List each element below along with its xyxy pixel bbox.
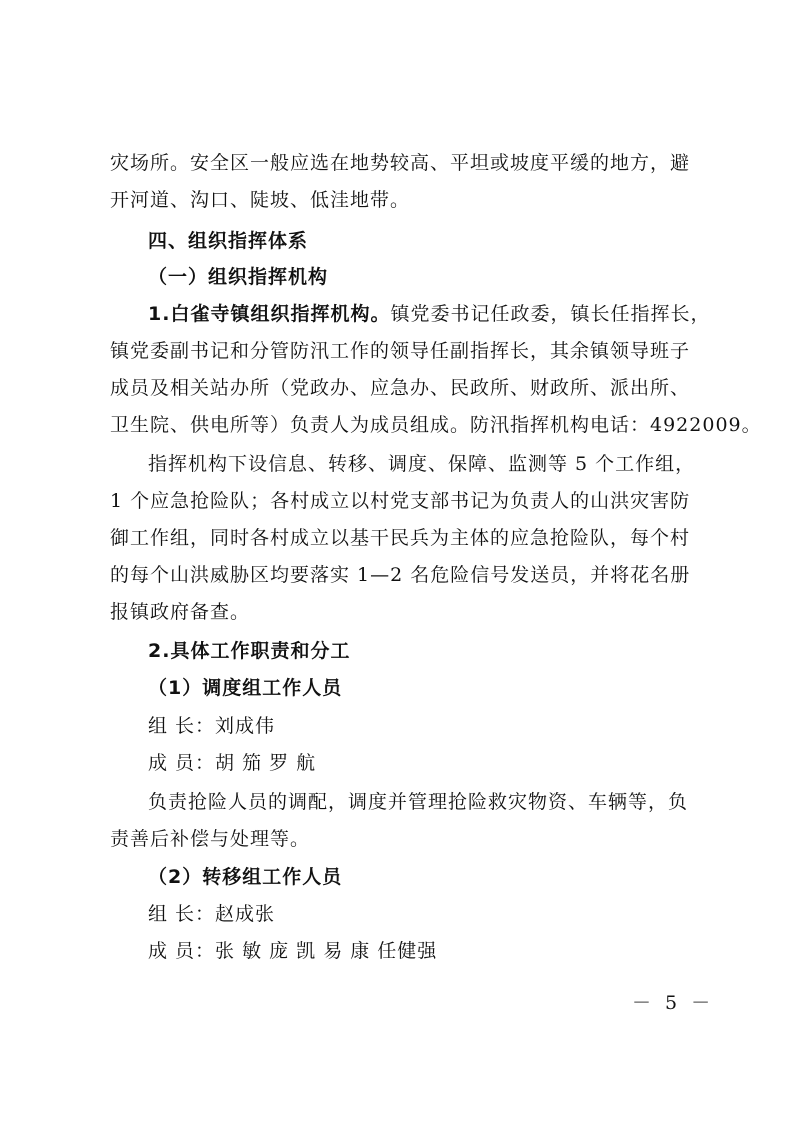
inline-text: 镇党委书记任政委，镇长任指挥长， (390, 303, 711, 325)
page-number: － 5 － (632, 992, 715, 1014)
paragraph-line: 卫生院、供电所等）负责人为成员组成。防汛指挥机构电话：4922009。 (110, 414, 762, 436)
paragraph-line: 成员及相关站办所（党政办、应急办、民政所、财政所、派出所、 (110, 377, 691, 399)
subsection-heading: （1）调度组工作人员 (148, 677, 343, 699)
team-leader: 组 长：赵成张 (148, 903, 276, 925)
paragraph-line (148, 301, 710, 327)
paragraph-line: 1 个应急抢险队；各村成立以村党支部书记为负责人的山洪灾害防 (110, 490, 691, 512)
paragraph-line: 的每个山洪威胁区均要落实 1—2 名危险信号发送员，并将花名册 (110, 564, 691, 586)
team-leader: 组 长：刘成伟 (148, 715, 276, 737)
paragraph-line: 责善后补偿与处理等。 (110, 828, 311, 850)
section-heading: 四、组织指挥体系 (148, 230, 309, 252)
paragraph-line: 御工作组，同时各村成立以基干民兵为主体的应急抢险队，每个村 (110, 527, 691, 549)
paragraph-line: 负责抢险人员的调配，调度并管理抢险救灾物资、车辆等，负 (148, 791, 689, 813)
paragraph-line: 指挥机构下设信息、转移、调度、保障、监测等 5 个工作组， (148, 453, 696, 475)
paragraph-line: 灾场所。安全区一般应选在地势较高、平坦或坡度平缓的地方，避 (110, 152, 691, 174)
section-heading: 2.具体工作职责和分工 (148, 640, 351, 662)
inline-heading: 1.白雀寺镇组织指挥机构。 (148, 303, 391, 325)
subsection-heading: （2）转移组工作人员 (148, 866, 343, 888)
team-members: 成 员：胡 笳 罗 航 (148, 752, 317, 774)
paragraph-line: 镇党委副书记和分管防汛工作的领导任副指挥长，其余镇领导班子 (110, 340, 691, 362)
team-members: 成 员：张 敏 庞 凯 易 康 任健强 (148, 940, 438, 962)
paragraph-line: 开河道、沟口、陡坡、低洼地带。 (110, 189, 411, 211)
subsection-heading: （一）组织指挥机构 (148, 266, 329, 288)
paragraph-line: 报镇政府备查。 (110, 601, 251, 623)
